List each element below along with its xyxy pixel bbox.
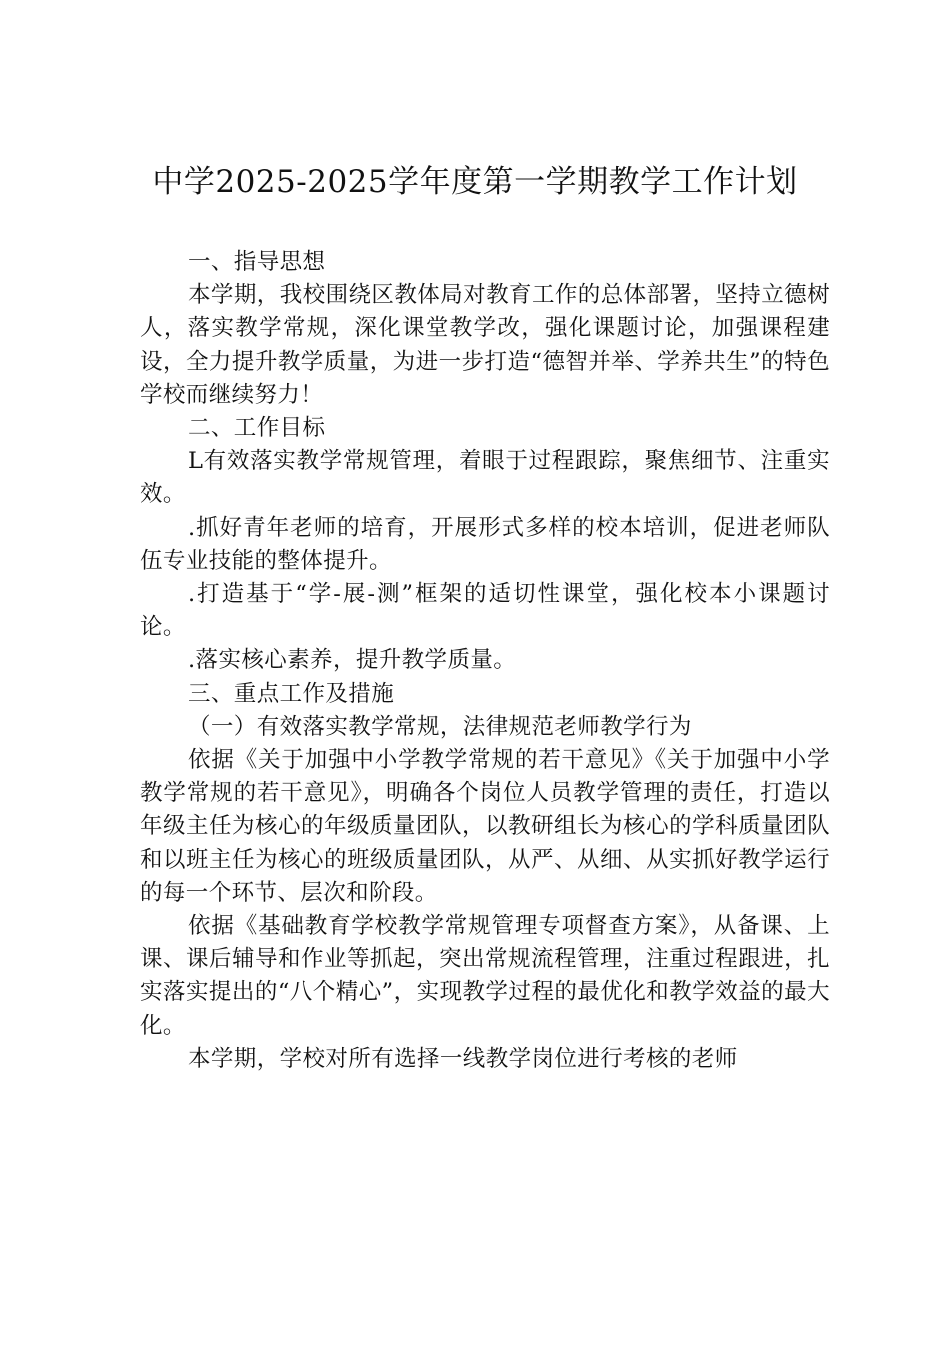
section-heading-key-work: 三、重点工作及措施 [188, 680, 395, 707]
document-title: 中学2025-2025学年度第一学期教学工作计划 [152, 164, 798, 200]
section-heading-work-goals: 二、工作目标 [188, 415, 326, 442]
section-heading-guiding-ideology: 一、指导思想 [188, 249, 326, 275]
body-paragraph: 本学期，学校对所有选择一线教学岗位进行考核的老师 [188, 1045, 738, 1072]
subsection-heading: （一）有效落实教学常规，法律规范老师教学行为 [188, 713, 692, 740]
goal-item: .落实核心素养，提升教学质量。 [188, 647, 517, 674]
body-paragraph: 依据《基础教育学校教学常规管理专项督查方案》，从备课、上课、课后辅导和作业等抓起，突出常规流程管理，注重过程跟进，扎实落实提出的“八个精心”，实现教学过程的最优化和教学效益的最大化。 [140, 913, 830, 1039]
goal-item: .打造基于“学-展-测”框架的适切性课堂，强化校本小课题讨论。 [140, 581, 830, 641]
body-paragraph: 本学期，我校围绕区教体局对教育工作的总体部署，坚持立德树人，落实教学常规，深化课堂教学改，强化课题讨论，加强课程建设，全力提升教学质量，为进一步打造“德智并举、学养共生”的特色学校而继续努力！ [140, 282, 830, 408]
document-body [140, 246, 830, 1076]
goal-item: L有效落实教学常规管理，着眼于过程跟踪，聚焦细节、注重实效。 [140, 448, 830, 508]
body-paragraph: 依据《关于加强中小学教学常规的若干意见》《关于加强中小学教学常规的若干意见》，明确各个岗位人员教学管理的责任，打造以年级主任为核心的年级质量团队，以教研组长为核心的学科质量团队和以班主任为核心的班级质量团队，从严、从细、从实抓好教学运行的每一个环节、层次和阶段。 [140, 747, 830, 906]
goal-item: .抓好青年老师的培育，开展形式多样的校本培训，促进老师队伍专业技能的整体提升。 [140, 514, 830, 574]
